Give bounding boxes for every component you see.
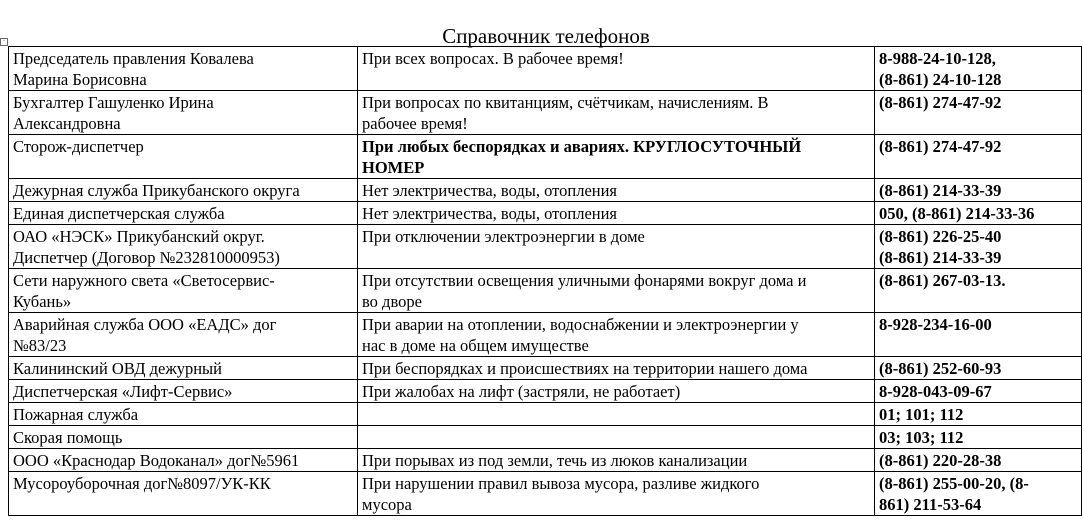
purpose-cell xyxy=(358,225,875,269)
phone-cell xyxy=(875,202,1082,225)
phone-text: (8-861) 214-33-39 xyxy=(879,248,1002,267)
purpose-cell xyxy=(358,426,875,449)
phone-cell xyxy=(875,380,1082,403)
purpose-cell xyxy=(358,91,875,135)
contact-name-cell xyxy=(9,269,358,313)
phone-text: 8-928-234-16-00 xyxy=(879,315,992,334)
phone-cell xyxy=(875,179,1082,202)
table-row xyxy=(9,313,1082,357)
purpose-cell xyxy=(358,202,875,225)
page-title: Справочник телефонов xyxy=(442,24,650,48)
contact-name-text: Пожарная служба xyxy=(13,405,139,424)
contact-name-text: Мусороуборочная дог№8097/УК-КК xyxy=(13,474,271,493)
purpose-text: мусора xyxy=(362,495,412,514)
contact-name-text: Александровна xyxy=(13,114,121,133)
phone-cell xyxy=(875,449,1082,472)
purpose-cell xyxy=(358,380,875,403)
phone-text: (8-861) 252-60-93 xyxy=(879,359,1002,378)
contact-name-text: Калининский ОВД дежурный xyxy=(13,359,222,378)
phone-cell xyxy=(875,135,1082,179)
purpose-cell xyxy=(358,449,875,472)
purpose-cell xyxy=(358,135,875,179)
phone-text: (8-861) 24-10-128 xyxy=(879,70,1002,89)
phone-cell xyxy=(875,47,1082,91)
purpose-text: Нет электричества, воды, отопления xyxy=(362,204,618,223)
contact-name-text: Бухгалтер Гашуленко Ирина xyxy=(13,93,214,112)
table-row xyxy=(9,91,1082,135)
phone-text: 861) 211-53-64 xyxy=(879,495,982,514)
contact-name-text: ООО «Краснодар Водоканал» дог№5961 xyxy=(13,451,300,470)
contact-name-text: Сети наружного света «Светосервис- xyxy=(13,271,275,290)
phone-text: 03; 103; 112 xyxy=(879,428,964,447)
phone-directory-table xyxy=(8,46,1082,516)
purpose-cell xyxy=(358,357,875,380)
purpose-text: При любых беспорядках и авариях. КРУГЛОСУТОЧНЫЙ xyxy=(362,137,802,156)
contact-name-text: ОАО «НЭСК» Прикубанский округ. xyxy=(13,227,265,246)
contact-name-cell xyxy=(9,202,358,225)
contact-name-cell xyxy=(9,179,358,202)
phone-text: 8-988-24-10-128, xyxy=(879,49,996,68)
contact-name-text: Кубань» xyxy=(13,292,72,311)
purpose-text xyxy=(362,404,870,425)
contact-name-cell xyxy=(9,449,358,472)
phone-cell xyxy=(875,225,1082,269)
purpose-text xyxy=(362,427,870,448)
phone-cell xyxy=(875,472,1082,516)
purpose-text: При отсутствии освещения уличными фонарями вокруг дома и xyxy=(362,271,807,290)
purpose-text: При жалобах на лифт (застряли, не работает) xyxy=(362,382,681,401)
purpose-text: При всех вопросах. В рабочее время! xyxy=(362,49,624,68)
purpose-cell xyxy=(358,47,875,91)
contact-name-text: №83/23 xyxy=(13,336,67,355)
phone-text: (8-861) 267-03-13. xyxy=(879,271,1006,290)
phone-text: (8-861) 214-33-39 xyxy=(879,181,1002,200)
table-row xyxy=(9,47,1082,91)
purpose-cell xyxy=(358,472,875,516)
contact-name-text: Сторож-диспетчер xyxy=(13,137,144,156)
contact-name-cell xyxy=(9,357,358,380)
table-move-handle-icon[interactable]: + xyxy=(0,38,8,46)
phone-text: 01; 101; 112 xyxy=(879,405,964,424)
purpose-text: При вопросах по квитанциям, счётчикам, начислениям. В xyxy=(362,93,769,112)
table-row xyxy=(9,135,1082,179)
phone-cell xyxy=(875,403,1082,426)
contact-name-cell xyxy=(9,403,358,426)
phone-text: 8-928-043-09-67 xyxy=(879,382,992,401)
phone-cell xyxy=(875,269,1082,313)
contact-name-text: Диспетчерская «Лифт-Сервис» xyxy=(13,382,233,401)
purpose-text: во дворе xyxy=(362,292,422,311)
contact-name-text: Единая диспетчерская служба xyxy=(13,204,225,223)
purpose-text: При аварии на отоплении, водоснабжении и электроэнергии у xyxy=(362,315,799,334)
contact-name-text: Дежурная служба Прикубанского округа xyxy=(13,181,300,200)
purpose-text: При порывах из под земли, течь из люков канализации xyxy=(362,451,748,470)
table-row xyxy=(9,357,1082,380)
table-row xyxy=(9,202,1082,225)
phone-text: (8-861) 274-47-92 xyxy=(879,93,1002,112)
table-row xyxy=(9,403,1082,426)
purpose-cell xyxy=(358,403,875,426)
phone-cell xyxy=(875,426,1082,449)
contact-name-cell xyxy=(9,472,358,516)
phone-text: 050, (8-861) 214-33-36 xyxy=(879,204,1035,223)
phone-cell xyxy=(875,313,1082,357)
purpose-text: При нарушении правил вывоза мусора, разливе жидкого xyxy=(362,474,760,493)
purpose-text: рабочее время! xyxy=(362,114,468,133)
table-row xyxy=(9,269,1082,313)
phone-cell xyxy=(875,357,1082,380)
contact-name-text: Диспетчер (Договор №232810000953) xyxy=(13,248,280,267)
purpose-text: нас в доме на общем имуществе xyxy=(362,336,589,355)
table-row xyxy=(9,179,1082,202)
contact-name-text: Председатель правления Ковалева xyxy=(13,49,254,68)
contact-name-text: Марина Борисовна xyxy=(13,70,147,89)
contact-name-cell xyxy=(9,47,358,91)
table-row xyxy=(9,449,1082,472)
phone-text: (8-861) 255-00-20, (8- xyxy=(879,474,1029,493)
purpose-cell xyxy=(358,179,875,202)
purpose-text: Нет электричества, воды, отопления xyxy=(362,181,618,200)
phone-text: (8-861) 220-28-38 xyxy=(879,451,1002,470)
purpose-text: При беспорядках и происшествиях на территории нашего дома xyxy=(362,359,808,378)
purpose-text: НОМЕР xyxy=(362,158,425,177)
purpose-cell xyxy=(358,269,875,313)
purpose-text: При отключении электроэнергии в доме xyxy=(362,227,645,246)
contact-name-text: Аварийная служба ООО «ЕАДС» дог xyxy=(13,315,277,334)
contact-name-cell xyxy=(9,380,358,403)
contact-name-cell xyxy=(9,313,358,357)
phone-cell xyxy=(875,91,1082,135)
purpose-cell xyxy=(358,313,875,357)
contact-name-cell xyxy=(9,426,358,449)
contact-name-cell xyxy=(9,91,358,135)
contact-name-cell xyxy=(9,225,358,269)
table-row xyxy=(9,225,1082,269)
contact-name-cell xyxy=(9,135,358,179)
phone-text: (8-861) 226-25-40 xyxy=(879,227,1002,246)
phone-text: (8-861) 274-47-92 xyxy=(879,137,1002,156)
table-row xyxy=(9,426,1082,449)
table-row xyxy=(9,472,1082,516)
contact-name-text: Скорая помощь xyxy=(13,428,123,447)
table-row xyxy=(9,380,1082,403)
